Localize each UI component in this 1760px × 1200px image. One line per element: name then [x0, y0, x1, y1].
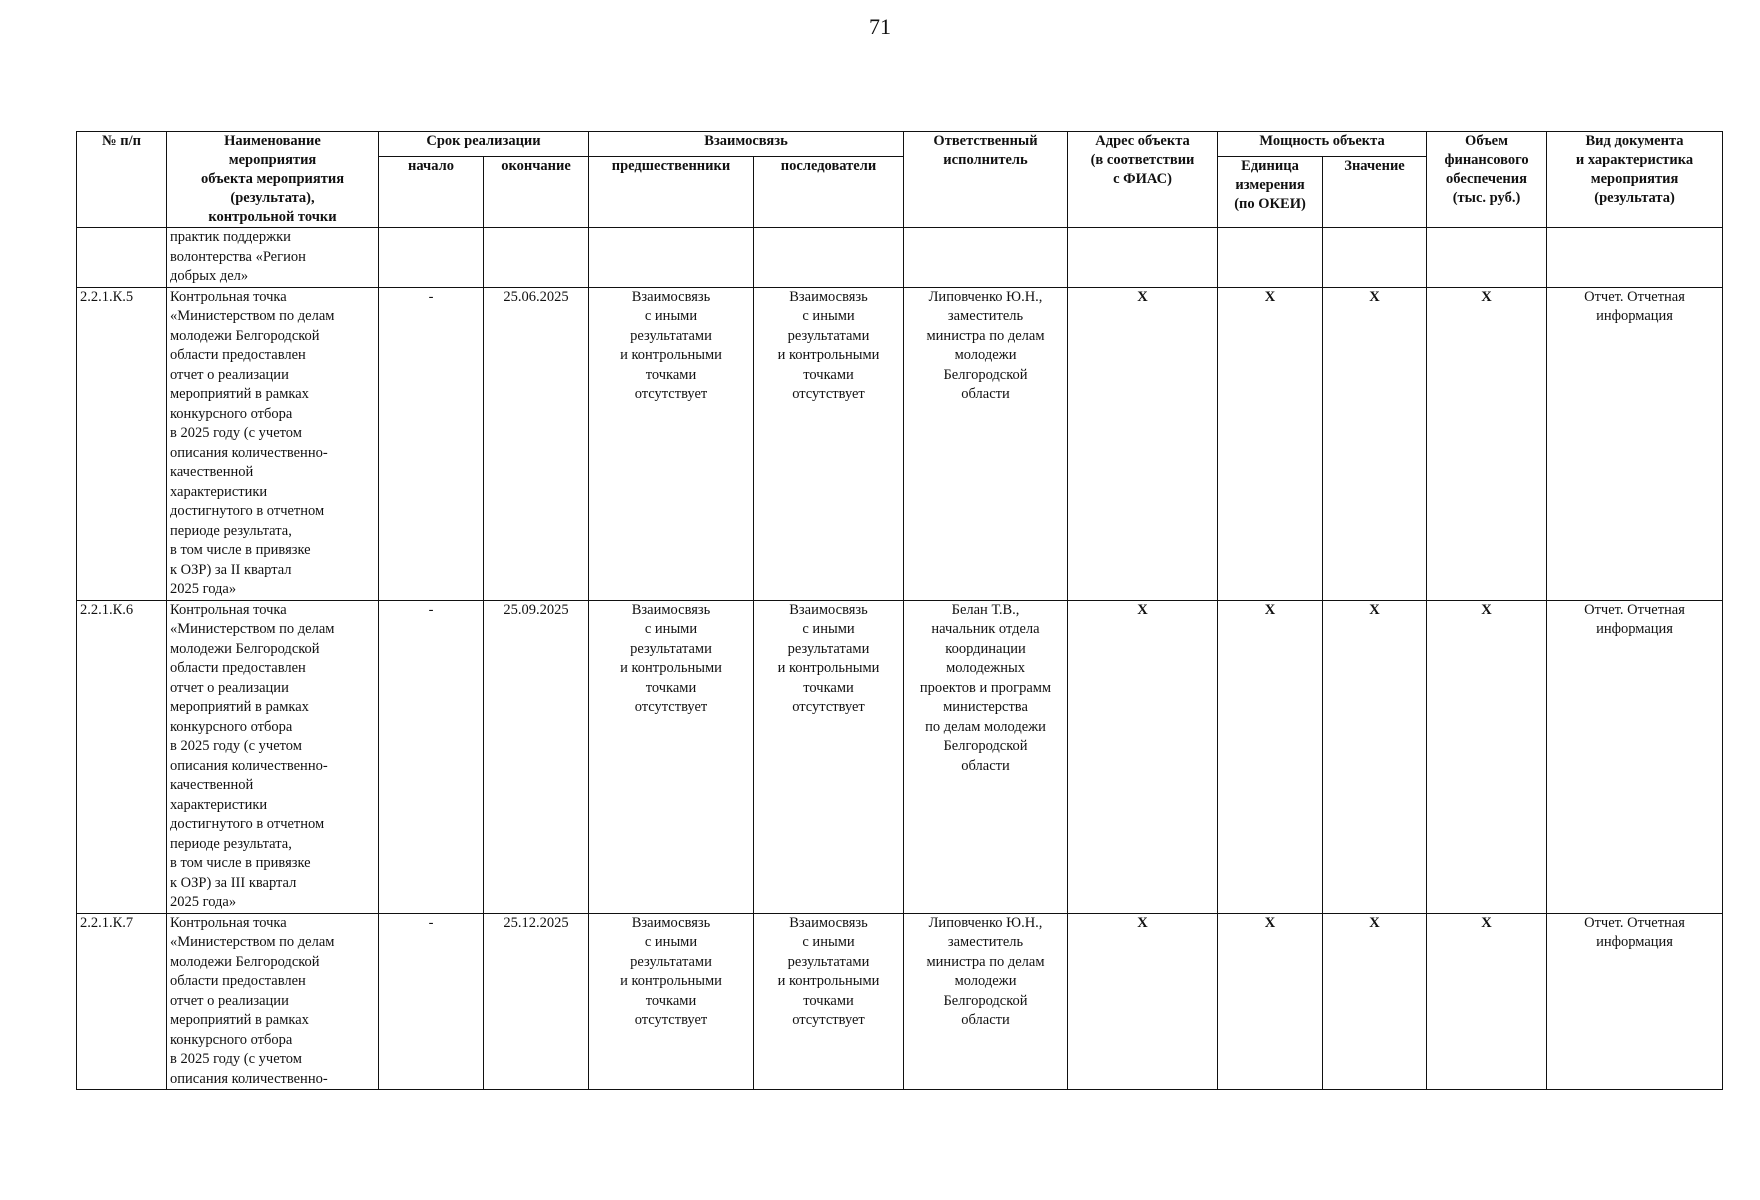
header-term-start: начало [379, 156, 484, 227]
cell-end: 25.06.2025 [484, 287, 589, 600]
cell-predecessors: Взаимосвязь с иными результатами и контрольными точками отсутствует [589, 600, 754, 913]
cell-start [379, 228, 484, 288]
header-power-unit: Единица измерения (по ОКЕИ) [1218, 156, 1323, 227]
cell-finance: X [1427, 600, 1547, 913]
cell-num [77, 228, 167, 288]
cell-responsible: Липовченко Ю.Н., заместитель министра по делам молодежи Белгородской области [904, 913, 1068, 1090]
cell-successors: Взаимосвязь с иными результатами и контрольными точками отсутствует [754, 600, 904, 913]
cell-value: X [1323, 913, 1427, 1090]
cell-end: 25.09.2025 [484, 600, 589, 913]
cell-responsible [904, 228, 1068, 288]
cell-unit: X [1218, 287, 1323, 600]
cell-end [484, 228, 589, 288]
cell-document: Отчет. Отчетная информация [1547, 600, 1723, 913]
table-row-continuation [77, 228, 1723, 288]
header-power: Мощность объекта [1218, 132, 1427, 157]
table-row [77, 600, 1723, 913]
cell-predecessors: Взаимосвязь с иными результатами и контрольными точками отсутствует [589, 913, 754, 1090]
header-name: Наименование мероприятия объекта мероприятия (результата), контрольной точки [167, 132, 379, 228]
cell-num: 2.2.1.К.6 [77, 600, 167, 913]
cell-unit [1218, 228, 1323, 288]
header-link-predecessors: предшественники [589, 156, 754, 227]
cell-name: практик поддержки волонтерства «Регион добрых дел» [167, 228, 379, 288]
cell-document [1547, 228, 1723, 288]
cell-start: - [379, 913, 484, 1090]
cell-finance: X [1427, 913, 1547, 1090]
header-link: Взаимосвязь [589, 132, 904, 157]
cell-start: - [379, 287, 484, 600]
cell-name: Контрольная точка «Министерством по делам молодежи Белгородской области предоставлен отчет о реализации мероприятий в рамках конкурсного отбора в 2025 году (с учетом описания количественно- качественной характеристики достигнутого в отчетном периоде результата, в том числе в привязке к ОЗР) за III квартал 2025 года» [167, 600, 379, 913]
cell-address: X [1068, 913, 1218, 1090]
cell-responsible: Липовченко Ю.Н., заместитель министра по делам молодежи Белгородской области [904, 287, 1068, 600]
cell-unit: X [1218, 913, 1323, 1090]
plan-table [76, 131, 1723, 1090]
cell-responsible: Белан Т.В., начальник отдела координации молодежных проектов и программ министерства по делам молодежи Белгородской области [904, 600, 1068, 913]
cell-address: X [1068, 287, 1218, 600]
cell-successors: Взаимосвязь с иными результатами и контрольными точками отсутствует [754, 287, 904, 600]
cell-end: 25.12.2025 [484, 913, 589, 1090]
table-row [77, 913, 1723, 1090]
cell-start: - [379, 600, 484, 913]
cell-successors: Взаимосвязь с иными результатами и контрольными точками отсутствует [754, 913, 904, 1090]
cell-predecessors: Взаимосвязь с иными результатами и контрольными точками отсутствует [589, 287, 754, 600]
cell-address [1068, 228, 1218, 288]
cell-finance [1427, 228, 1547, 288]
header-row-1 [77, 132, 1723, 157]
cell-num: 2.2.1.К.7 [77, 913, 167, 1090]
cell-value: X [1323, 287, 1427, 600]
cell-unit: X [1218, 600, 1323, 913]
cell-value [1323, 228, 1427, 288]
page-number: 71 [869, 14, 891, 39]
header-num: № п/п [77, 132, 167, 228]
header-term-end: окончание [484, 156, 589, 227]
header-finance: Объем финансового обеспечения (тыс. руб.) [1427, 132, 1547, 228]
cell-document: Отчет. Отчетная информация [1547, 287, 1723, 600]
header-address: Адрес объекта (в соответствии с ФИАС) [1068, 132, 1218, 228]
cell-finance: X [1427, 287, 1547, 600]
cell-num: 2.2.1.К.5 [77, 287, 167, 600]
header-power-value: Значение [1323, 156, 1427, 227]
header-term: Срок реализации [379, 132, 589, 157]
table-row [77, 287, 1723, 600]
cell-name: Контрольная точка «Министерством по делам молодежи Белгородской области предоставлен отчет о реализации мероприятий в рамках конкурсного отбора в 2025 году (с учетом описания количественно- качественной характеристики достигнутого в отчетном периоде результата, в том числе в привязке к ОЗР) за II квартал 2025 года» [167, 287, 379, 600]
cell-value: X [1323, 600, 1427, 913]
cell-predecessors [589, 228, 754, 288]
header-document: Вид документа и характеристика мероприятия (результата) [1547, 132, 1723, 228]
cell-document: Отчет. Отчетная информация [1547, 913, 1723, 1090]
cell-name: Контрольная точка «Министерством по делам молодежи Белгородской области предоставлен отчет о реализации мероприятий в рамках конкурсного отбора в 2025 году (с учетом описания количественно- [167, 913, 379, 1090]
cell-address: X [1068, 600, 1218, 913]
cell-successors [754, 228, 904, 288]
header-responsible: Ответственный исполнитель [904, 132, 1068, 228]
header-link-successors: последователи [754, 156, 904, 227]
